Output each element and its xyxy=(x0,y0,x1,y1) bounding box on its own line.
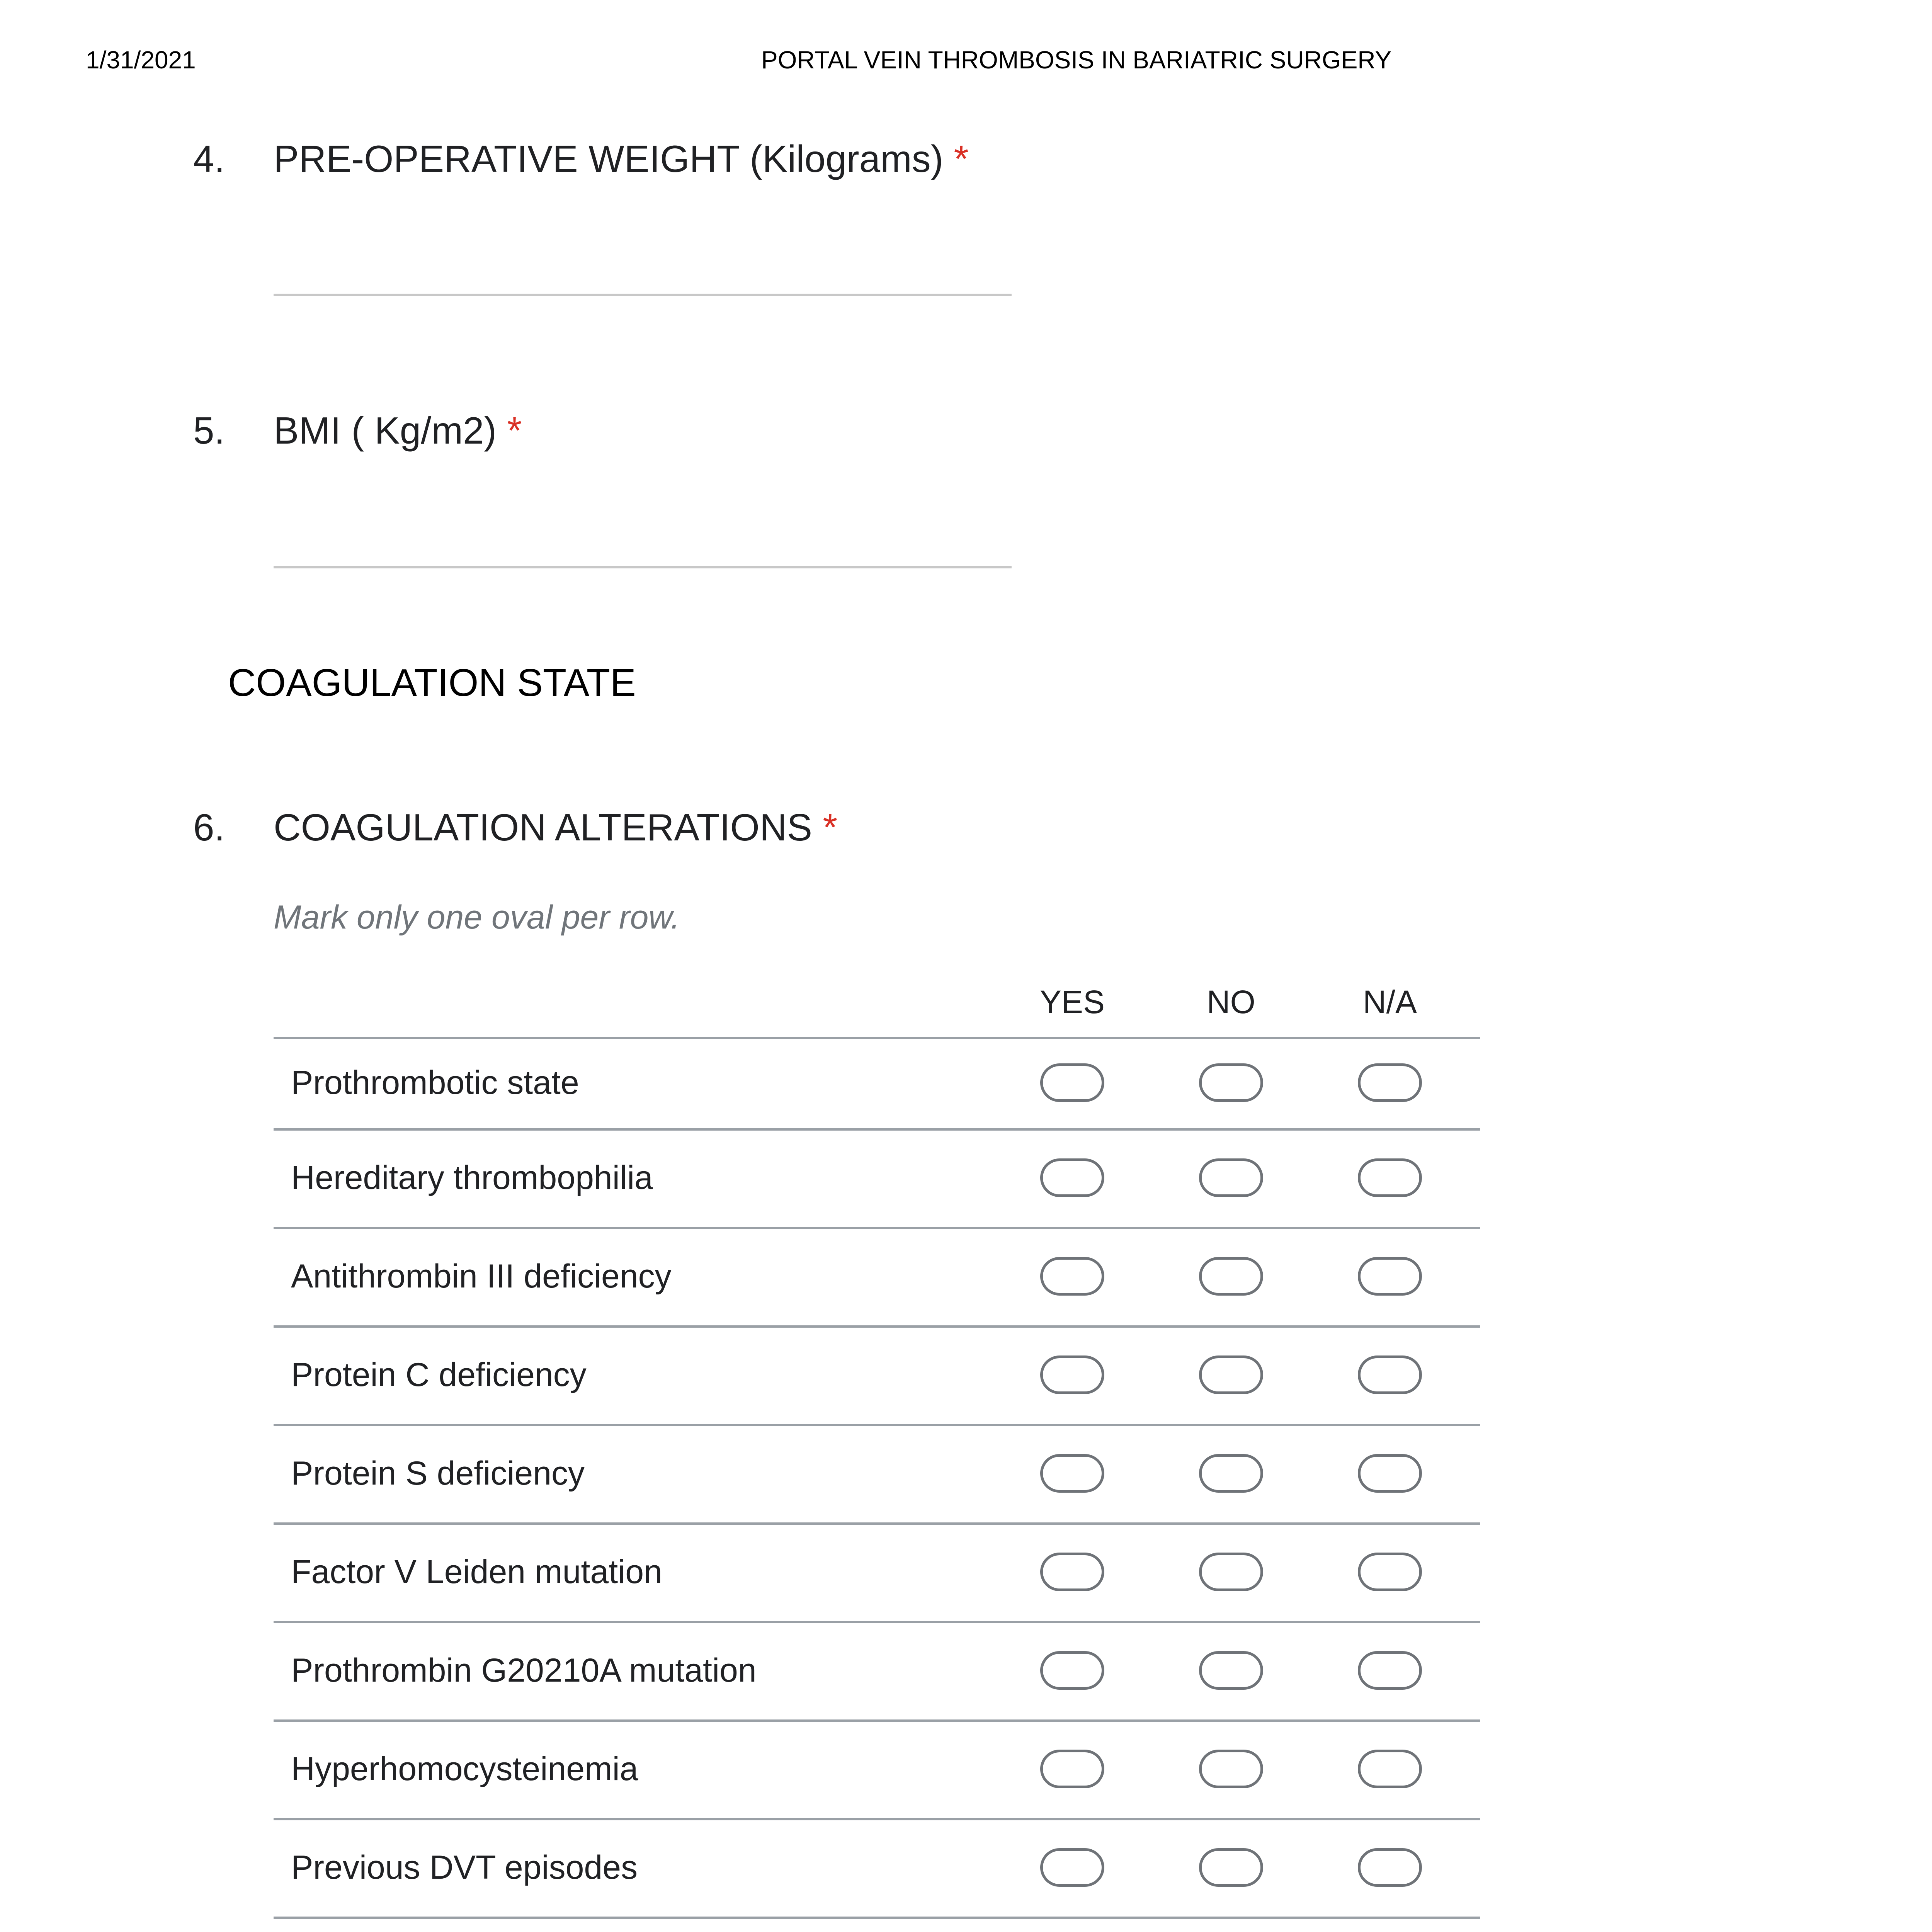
radio-oval-no[interactable] xyxy=(1199,1848,1263,1887)
question-5-number: 5. xyxy=(193,409,225,452)
grid-row-label: Prothrombotic state xyxy=(291,1064,579,1101)
question-4-number: 4. xyxy=(193,138,225,180)
print-date: 1/31/2021 xyxy=(86,46,196,74)
required-asterisk: * xyxy=(954,138,969,180)
radio-oval-no[interactable] xyxy=(1199,1257,1263,1296)
grid-divider xyxy=(274,1917,1480,1919)
grid-row-label: Factor V Leiden mutation xyxy=(291,1553,662,1590)
radio-oval-no[interactable] xyxy=(1199,1454,1263,1493)
bmi-answer-field[interactable] xyxy=(274,566,1012,568)
radio-oval-na[interactable] xyxy=(1358,1063,1422,1102)
radio-oval-yes[interactable] xyxy=(1040,1651,1104,1690)
column-header-na: N/A xyxy=(1362,984,1417,1020)
radio-oval-na[interactable] xyxy=(1358,1158,1422,1197)
radio-oval-no[interactable] xyxy=(1199,1063,1263,1102)
print-title: PORTAL VEIN THROMBOSIS IN BARIATRIC SURGERY xyxy=(761,46,1392,74)
grid-divider xyxy=(274,1424,1480,1426)
grid-row-label: Protein C deficiency xyxy=(291,1356,587,1393)
grid-divider xyxy=(274,1128,1480,1131)
question-4-label: PRE-OPERATIVE WEIGHT (Kilograms) xyxy=(274,138,944,180)
grid-divider xyxy=(274,1522,1480,1525)
column-header-yes: YES xyxy=(1039,984,1105,1020)
grid-divider xyxy=(274,1719,1480,1722)
grid-divider xyxy=(274,1818,1480,1820)
question-6-title xyxy=(274,806,837,849)
radio-oval-na[interactable] xyxy=(1358,1848,1422,1887)
required-asterisk: * xyxy=(823,806,838,849)
grid-instruction: Mark only one oval per row. xyxy=(274,899,680,936)
grid-row-label: Previous DVT episodes xyxy=(291,1849,638,1886)
question-6-number: 6. xyxy=(193,806,225,849)
radio-oval-yes[interactable] xyxy=(1040,1750,1104,1788)
question-4-title xyxy=(274,137,969,181)
grid-divider xyxy=(274,1621,1480,1623)
radio-oval-yes[interactable] xyxy=(1040,1848,1104,1887)
grid-row-label: Protein S deficiency xyxy=(291,1454,585,1492)
grid-divider xyxy=(274,1227,1480,1229)
radio-oval-yes[interactable] xyxy=(1040,1063,1104,1102)
radio-oval-na[interactable] xyxy=(1358,1750,1422,1788)
grid-row-label: Hereditary thrombophilia xyxy=(291,1159,653,1196)
grid-row-label: Antithrombin III deficiency xyxy=(291,1257,672,1295)
grid-row-label: Prothrombin G20210A mutation xyxy=(291,1651,757,1689)
radio-oval-na[interactable] xyxy=(1358,1257,1422,1296)
radio-oval-na[interactable] xyxy=(1358,1651,1422,1690)
grid-row-label: Hyperhomocysteinemia xyxy=(291,1750,638,1787)
column-header-no: NO xyxy=(1207,984,1255,1020)
radio-oval-yes[interactable] xyxy=(1040,1158,1104,1197)
radio-oval-no[interactable] xyxy=(1199,1750,1263,1788)
section-title-coagulation: COAGULATION STATE xyxy=(228,661,636,704)
question-6-label: COAGULATION ALTERATIONS xyxy=(274,806,813,849)
question-5-label: BMI ( Kg/m2) xyxy=(274,409,497,452)
grid-divider xyxy=(274,1325,1480,1328)
radio-oval-yes[interactable] xyxy=(1040,1454,1104,1493)
required-asterisk: * xyxy=(507,409,522,452)
radio-oval-yes[interactable] xyxy=(1040,1355,1104,1394)
radio-oval-yes[interactable] xyxy=(1040,1257,1104,1296)
radio-oval-no[interactable] xyxy=(1199,1355,1263,1394)
weight-answer-field[interactable] xyxy=(274,294,1012,296)
radio-oval-yes[interactable] xyxy=(1040,1553,1104,1591)
radio-oval-na[interactable] xyxy=(1358,1553,1422,1591)
radio-oval-no[interactable] xyxy=(1199,1553,1263,1591)
radio-oval-na[interactable] xyxy=(1358,1355,1422,1394)
radio-oval-no[interactable] xyxy=(1199,1158,1263,1197)
question-5-title xyxy=(274,409,522,452)
radio-oval-no[interactable] xyxy=(1199,1651,1263,1690)
radio-oval-na[interactable] xyxy=(1358,1454,1422,1493)
grid-divider xyxy=(274,1037,1480,1039)
